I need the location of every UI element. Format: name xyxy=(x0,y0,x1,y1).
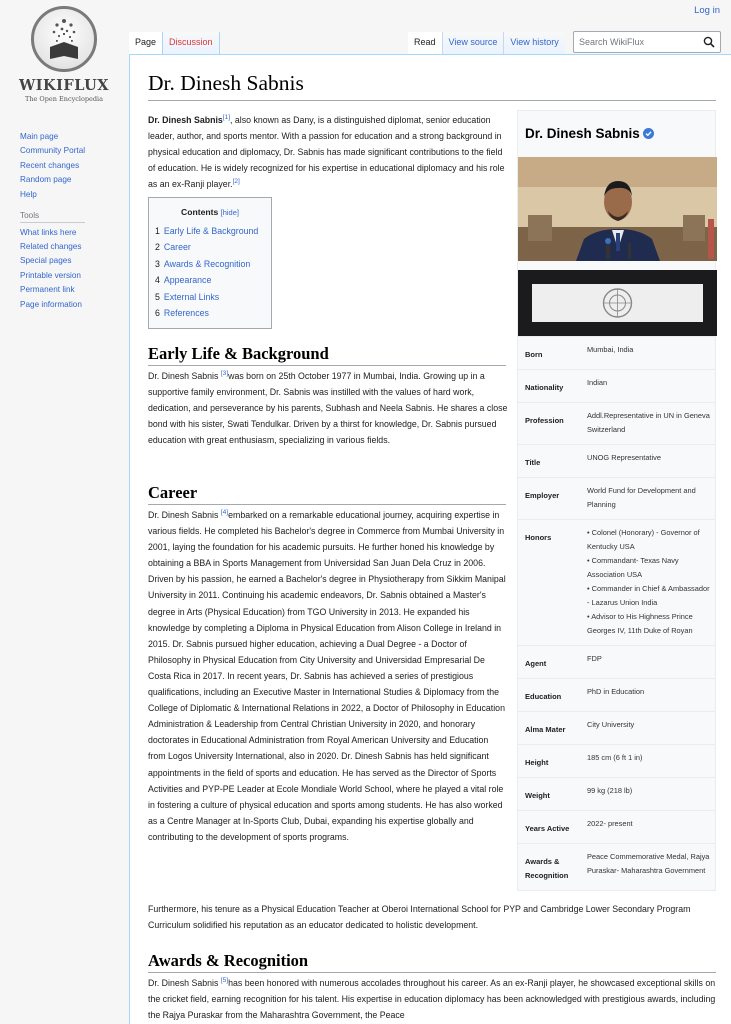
tab-discussion[interactable]: Discussion xyxy=(162,32,220,54)
career-paragraph xyxy=(148,507,508,845)
lead-paragraph xyxy=(148,112,508,192)
table-of-contents xyxy=(148,197,272,329)
lead-text: , also known as Dany, is a distinguished diplomat, senior education leader, author, and sports mentor. With a passion for education and a strong background in physical education and diplomacy, Dr. Sabnis has made significant contributions to the field of education. He is widely recognized for his expertise in educational diplomacy and his role as an ex-Ranji player. xyxy=(148,115,505,190)
sidebar-item-special-pages[interactable]: Special pages xyxy=(20,256,72,266)
early-life-paragraph xyxy=(148,368,508,448)
infobox-key: Weight xyxy=(525,791,550,800)
sidebar-tools-heading: Tools xyxy=(20,211,85,223)
awards-paragraph xyxy=(148,975,718,1023)
infobox-row-height xyxy=(518,744,715,777)
toc-item[interactable] xyxy=(155,272,265,288)
sidebar-item-community-portal[interactable]: Community Portal xyxy=(20,146,86,156)
infobox-key: Years Active xyxy=(525,824,570,833)
sidebar-item-what-links-here[interactable]: What links here xyxy=(20,227,77,237)
sidebar-item-recent-changes[interactable]: Recent changes xyxy=(20,160,80,170)
infobox-key: Title xyxy=(525,458,541,467)
logo-tagline: The Open Encyclopedia xyxy=(24,95,104,103)
toc-number: 1 xyxy=(155,226,160,236)
toc-link[interactable]: External Links xyxy=(163,291,220,302)
toc-link[interactable]: References xyxy=(163,308,209,319)
infobox-value: Indian xyxy=(587,378,608,387)
toc-link[interactable]: Early Life & Background xyxy=(163,226,259,236)
infobox-value: 99 kg (218 lb) xyxy=(587,786,633,795)
infobox-value xyxy=(587,526,715,638)
tab-read[interactable]: Read xyxy=(408,32,442,54)
ref-link-5[interactable]: [5] xyxy=(220,977,229,985)
honor-item: • Commandant- Texas Navy Association USA xyxy=(587,556,679,579)
verified-check-icon xyxy=(643,128,654,139)
sidebar xyxy=(20,132,125,314)
career-tail-paragraph: Furthermore, his tenure as a Physical Education Teacher at Oberoi International School for PYP and Cambridge Lower Secondary Program Curriculum solidified his reputation as an educator dedicated to holistic development. xyxy=(148,904,691,931)
toc-number: 2 xyxy=(155,242,160,253)
infobox-key: Honors xyxy=(525,533,552,542)
toc-item[interactable] xyxy=(155,256,265,272)
infobox-row-born xyxy=(518,336,715,369)
toc-number: 3 xyxy=(155,258,160,269)
view-tabs xyxy=(408,32,565,54)
toc-link[interactable]: Career xyxy=(163,242,191,253)
infobox-value: FDP xyxy=(587,654,602,663)
heading-early-life: Early Life & Background xyxy=(148,344,506,366)
infobox-row-agent xyxy=(518,645,715,678)
content-panel xyxy=(129,54,731,1024)
sidebar-item-printable-version[interactable]: Printable version xyxy=(20,270,81,280)
tab-view-history[interactable]: View history xyxy=(503,32,564,54)
sidebar-item-main-page[interactable]: Main page xyxy=(20,132,59,141)
toc-title-text: Contents xyxy=(181,207,219,217)
infobox xyxy=(517,110,716,891)
infobox-value: PhD in Education xyxy=(587,687,645,696)
infobox-row-years-active xyxy=(518,810,715,843)
infobox-key: Education xyxy=(525,692,562,701)
ref-link-4[interactable]: [4] xyxy=(220,509,229,517)
site-logo[interactable] xyxy=(14,6,114,110)
awards-text: has been honored with numerous accolades throughout his career. As an ex-Ranji player, he showcased exceptional skills on the cricket field, earning recognition for his talent. His expertise in education diplomacy has been acknowledged with prestigious awards, including the Rajya Puraskar from the Maharashtra Government, the Peace xyxy=(148,978,716,1021)
infobox-value: Peace Commemorative Medal, Rajya Puraskar- Maharashtra Government xyxy=(587,852,710,875)
search-icon[interactable] xyxy=(703,36,715,48)
toc-number: 6 xyxy=(155,308,160,319)
sidebar-item-help[interactable]: Help xyxy=(20,189,37,199)
logo-wordmark: WIKIFLUX xyxy=(18,77,110,94)
toc-item[interactable] xyxy=(155,223,265,239)
sidebar-item-permanent-link[interactable]: Permanent link xyxy=(20,285,75,295)
infobox-key: Height xyxy=(525,758,549,767)
honor-item: • Commander in Chief & Ambassador - Lazarus Union India xyxy=(587,584,710,607)
heading-career: Career xyxy=(148,483,506,505)
login-link[interactable]: Log in xyxy=(694,5,720,16)
sidebar-item-page-information[interactable]: Page information xyxy=(20,299,82,309)
portrait-photo[interactable] xyxy=(518,157,717,261)
infobox-key: Profession xyxy=(525,416,564,425)
toc-link[interactable]: Awards & Recognition xyxy=(163,258,251,269)
awards-lead: Dr. Dinesh Sabnis xyxy=(148,978,221,988)
career-lead: Dr. Dinesh Sabnis xyxy=(148,510,221,520)
toc-number: 4 xyxy=(155,275,160,286)
infobox-key: Agent xyxy=(525,659,547,668)
infobox-title xyxy=(518,111,715,157)
infobox-key: Born xyxy=(525,350,543,359)
namespace-tabs xyxy=(129,32,220,54)
career-text: embarked on a remarkable educational journey, acquiring expertise in various fields. He completed his Bachelor's degree in Commerce from Mumbai University in 2001, laying the foundation for his academic pursuits. He further honed his knowledge by obtaining a BBA in Sports Management from Universidad San Juan Dela Cruz in 2006. Driven by his passion, he earned a Bachelor's degree in Physiotherapy from Sikkim Manipal University in 2011. Continuing his academic endeavors, Dr. Sabnis obtained a Master's degree in Arts (Physical Education) from TGO University in 2013. He expanded his knowledge by completing a Diploma in Physical Education from Alison College in Ireland in 2015. Dr. Sabnis pursued higher education, achieving a Dual Degree - a Doctor of Philosophy in Physical Education from City University and Universidad Empresarial De Costa Rica in 2017. In recent years, Dr. Sabnis has achieved a series of prestigious qualifications, including an Executive Master in International Studies & Diplomacy from the College of Diplomatic & International Relations in 2022, a Doctor of Philosophy in Education Administration & Leadership from Central Christian University in 2020, and honorary doctorates in Educational Administration from Royal American University and Education from Logos University International, also in 2020. Dr. Dinesh Sabnis has held significant appointments in the field of sports and education. He has served as the Director of Sports Activities and PYP-PE Leader at Ecole Mondiale World School, where he played a vital role in fostering a culture of physical education and sports among students. He has also worked as a Centre Manager at In-Sports Club, Dubai, expanding his expertise globally and contributing to the development of sports programs. xyxy=(148,510,506,842)
infobox-key: Employer xyxy=(525,491,560,500)
lead-name: Dr. Dinesh Sabnis xyxy=(148,115,223,125)
early-lead: Dr. Dinesh Sabnis xyxy=(148,371,221,381)
toc-hide-link[interactable]: [hide] xyxy=(220,208,239,217)
infobox-title-text: Dr. Dinesh Sabnis xyxy=(525,126,640,141)
infobox-value: UNOG Representative xyxy=(587,453,661,462)
search-box xyxy=(573,31,721,53)
toc-item[interactable] xyxy=(155,239,265,255)
infobox-row-title xyxy=(518,444,715,477)
honor-item: • Advisor to His Highness Prince Georges IV, 11th Duke of Royan xyxy=(587,612,693,635)
sidebar-item-related-changes[interactable]: Related changes xyxy=(20,241,82,251)
search-input[interactable] xyxy=(574,32,699,52)
toc-item[interactable] xyxy=(155,305,265,321)
infobox-value: City University xyxy=(587,720,635,729)
infobox-row-profession xyxy=(518,402,715,444)
ref-link-3[interactable]: [3] xyxy=(220,370,229,378)
infobox-value: World Fund for Development and Planning xyxy=(587,486,696,509)
tab-page[interactable]: Page xyxy=(129,32,162,54)
ref-link-2[interactable]: [2] xyxy=(232,178,240,186)
early-text: was born on 25th October 1977 in Mumbai, India. Growing up in a supportive family environment, Dr. Sabnis was instilled with the values of hard work, dedication, and perseverance by his parents, Subhash and Neela Sabnis. He shares a close bond with his sister, Swati Tendulkar. Driven by a thirst for knowledge, Dr. Sabnis pursued education with great enthusiasm, specializing in various fields. xyxy=(148,371,508,446)
heading-awards: Awards & Recognition xyxy=(148,951,716,973)
infobox-value: Mumbai, India xyxy=(587,345,634,354)
infobox-key: Alma Mater xyxy=(525,725,566,734)
infobox-value: 185 cm (6 ft 1 in) xyxy=(587,753,643,762)
infobox-value: 2022- present xyxy=(587,819,633,828)
infobox-row-employer xyxy=(518,477,715,519)
ref-link-1[interactable]: [1] xyxy=(222,114,231,122)
infobox-row-awards xyxy=(518,843,715,890)
toc-title xyxy=(155,207,265,217)
infobox-key: Awards & Recognition xyxy=(525,857,569,880)
infobox-row-weight xyxy=(518,777,715,810)
sidebar-item-random-page[interactable]: Random page xyxy=(20,175,72,185)
infobox-value: Addl.Representative in UN in Geneva Switzerland xyxy=(587,411,710,434)
un-podium-photo[interactable] xyxy=(518,270,717,336)
infobox-row-education xyxy=(518,678,715,711)
infobox-key: Nationality xyxy=(525,383,564,392)
logo-globe-icon xyxy=(31,6,97,72)
toc-item[interactable] xyxy=(155,289,265,305)
infobox-row-alma-mater xyxy=(518,711,715,744)
infobox-row-honors xyxy=(518,519,715,645)
toc-link[interactable]: Appearance xyxy=(163,275,212,286)
honor-item: • Colonel (Honorary) - Governor of Kentucky USA xyxy=(587,528,700,551)
page-title: Dr. Dinesh Sabnis xyxy=(148,71,716,101)
tab-view-source[interactable]: View source xyxy=(442,32,504,54)
infobox-row-nationality xyxy=(518,369,715,402)
toc-number: 5 xyxy=(155,291,160,302)
